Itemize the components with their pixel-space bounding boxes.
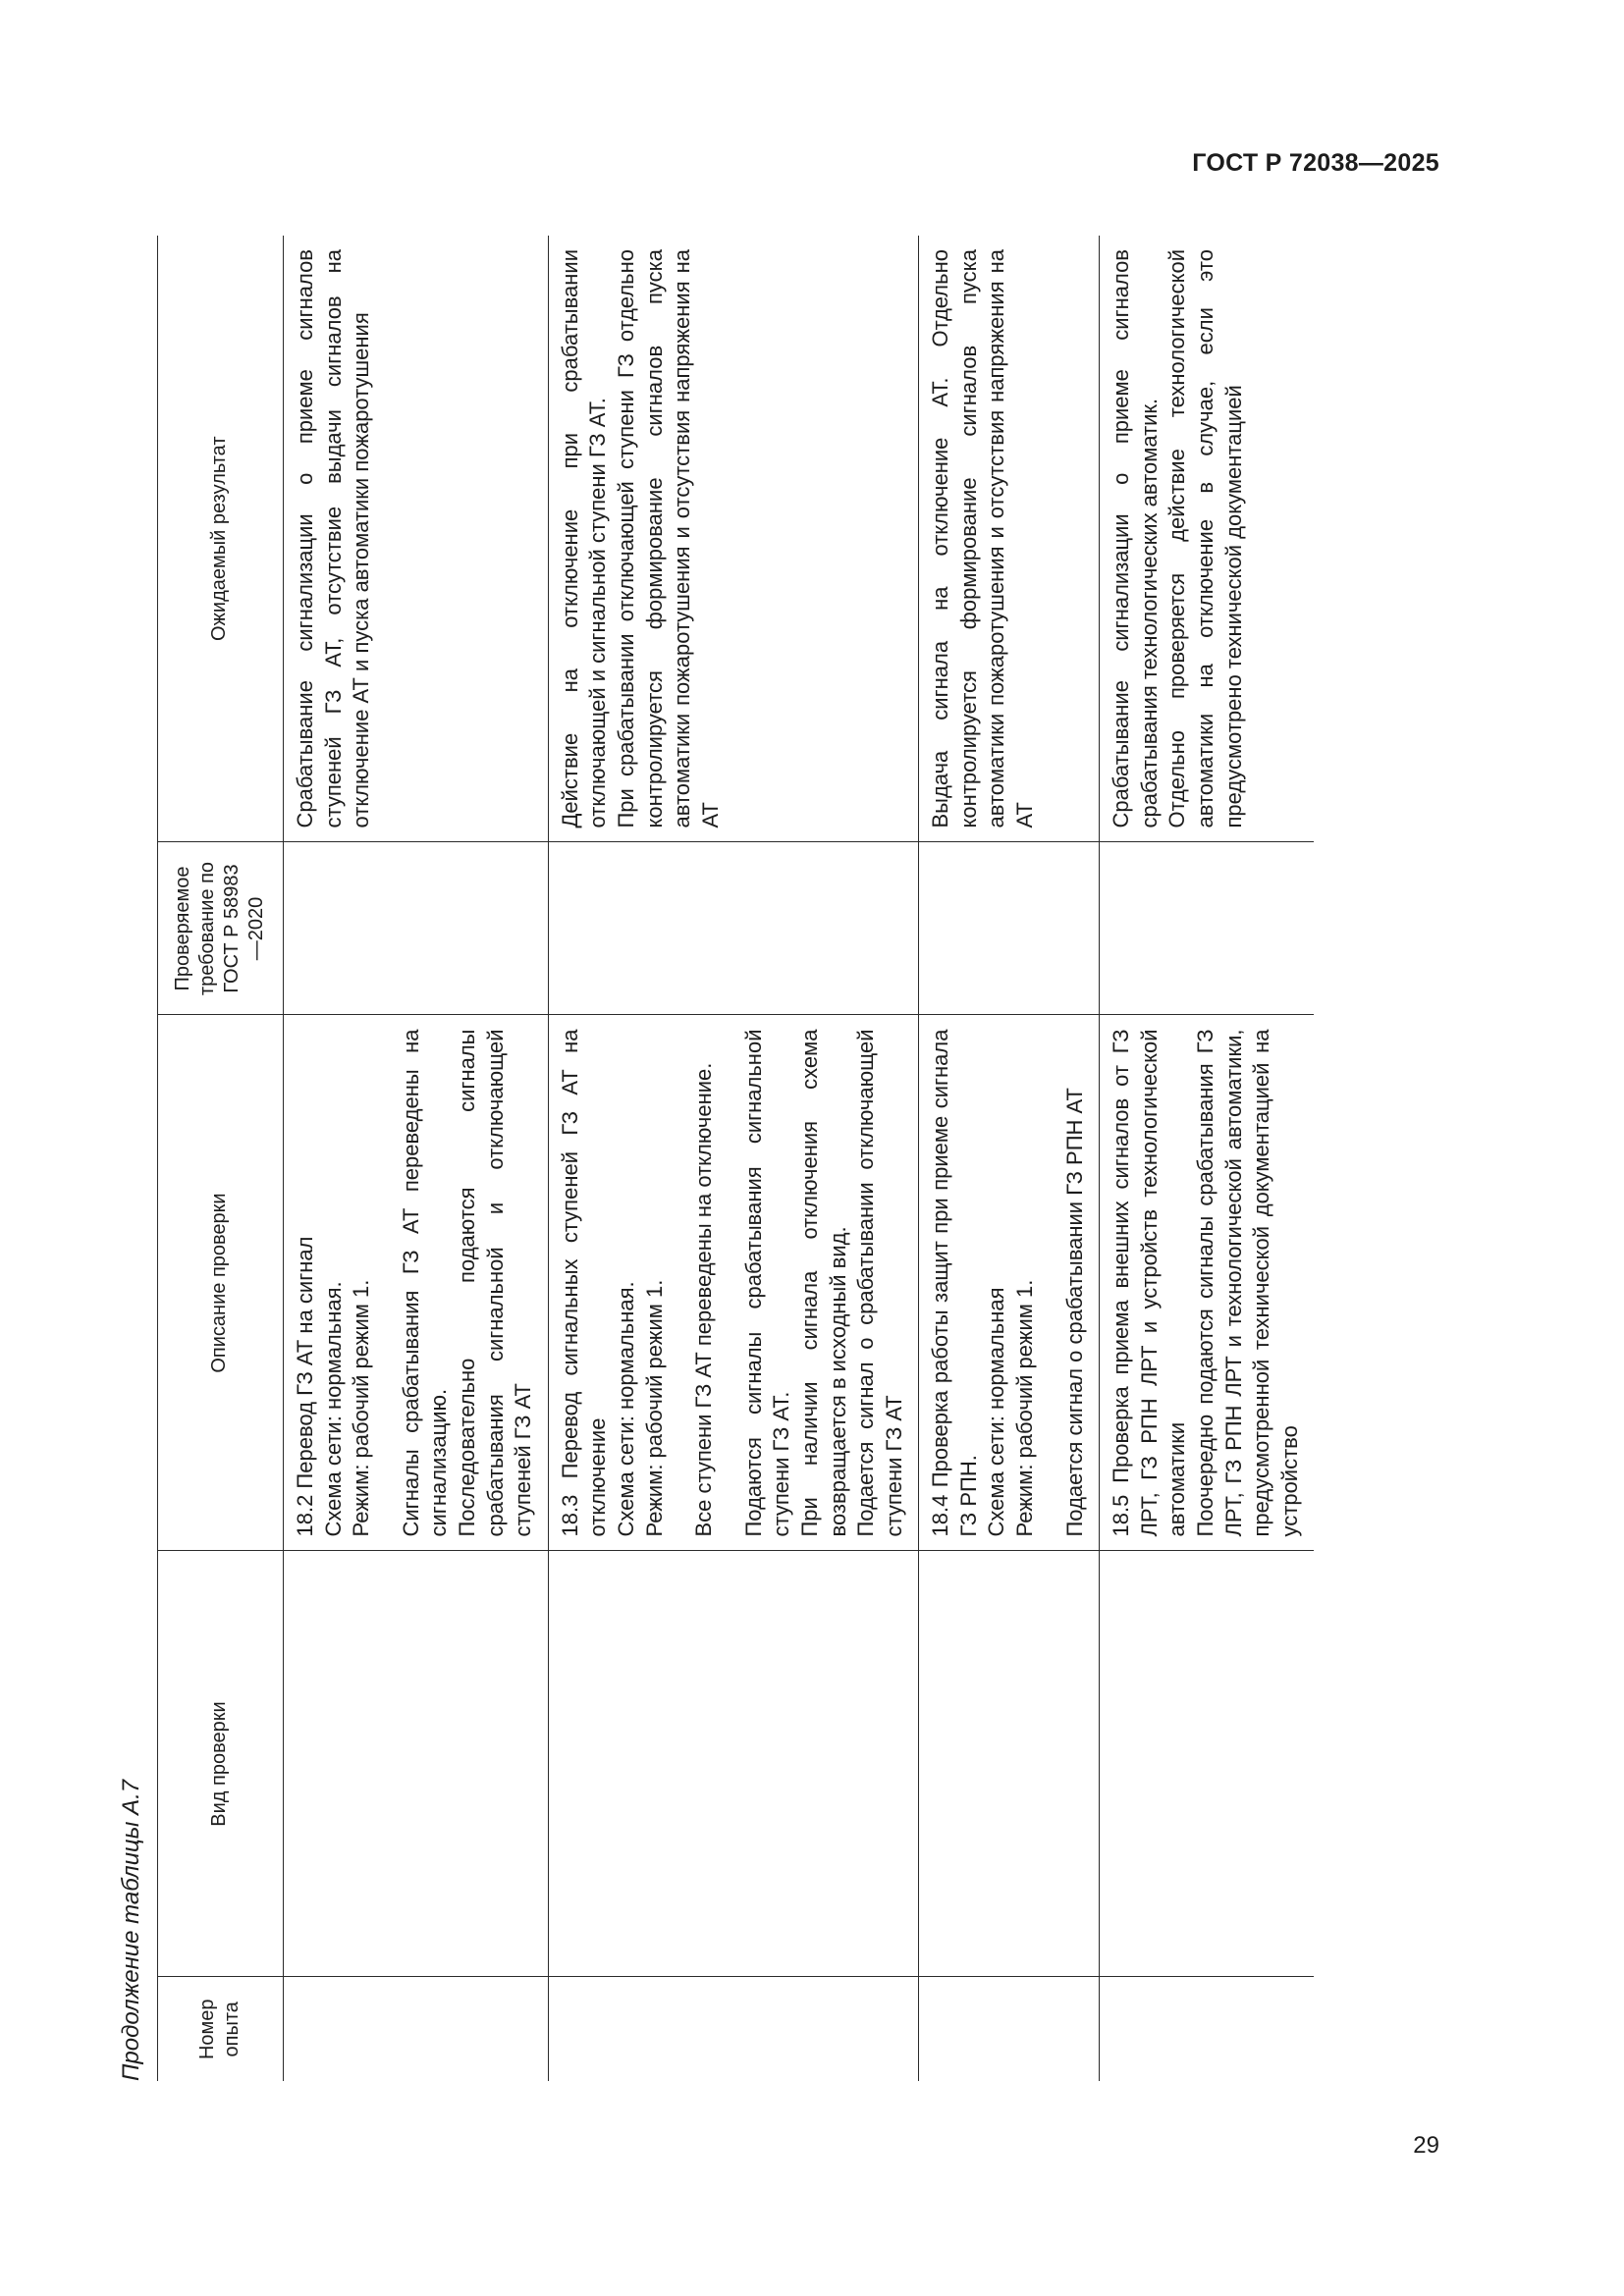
page-number: 29 [1413,2132,1439,2159]
table-caption: Продолжение таблицы А.7 [118,1779,144,2081]
cell-requirement [919,842,1100,1015]
description-text: Подается сигнал о срабатывании ГЗ РПН АТ [1061,1088,1087,1537]
cell-number [1100,1977,1315,2081]
result-text: Срабатывание сигнализации о приеме сигналов срабатывания технологических автоматик. [1109,249,1162,828]
col-header-result: Ожидаемый результат [158,236,284,842]
cell-description [284,1015,549,1551]
result-text: Действие на отключение при срабатывании отключающей и сигнальной ступени ГЗ АТ. [557,249,611,828]
description-text: Подаются сигналы срабатывания сигнальной ступени ГЗ АТ. [740,1029,794,1537]
table-row [919,236,1100,2081]
cell-result [284,236,549,842]
network-scheme: Схема сети: нормальная. [320,1281,346,1537]
cell-type [919,1551,1100,1977]
cell-number [284,1977,549,2081]
operating-mode: Режим: рабочий режим 1. [641,1279,667,1537]
cell-type [1100,1551,1315,1977]
description-text: При наличии сигнала отключения схема возвращается в исходный вид. [796,1029,850,1537]
col-header-type: Вид проверки [158,1551,284,1977]
result-text: Выдача сигнала на отключение АТ. Отдельно контролируется формирование сигналов пуска автоматики пожаротушения и отсутствия напряжения на АТ [928,249,1038,828]
cell-requirement [284,842,549,1015]
table-header-row [158,236,284,2081]
cell-requirement [548,842,919,1015]
table-row [548,236,919,2081]
description-text: Сигналы срабатывания ГЗ АТ переведены на сигнализацию. [398,1029,452,1537]
rotated-table-page [106,236,1314,2081]
cell-description [548,1015,919,1551]
cell-number [919,1977,1100,2081]
test-title: 18.4 Проверка работы защит при приеме сигнала ГЗ РПН. [928,1029,981,1537]
result-text: Срабатывание сигнализации о приеме сигналов ступеней ГЗ АТ, отсутствие выдачи сигналов на отключение АТ и пуска автоматики пожаротушения [293,249,374,828]
test-title: 18.2 Перевод ГЗ АТ на сигнал [293,1236,317,1537]
standard-header: ГОСТ Р 72038—2025 [1192,149,1439,177]
test-table [157,236,1314,2081]
network-scheme: Схема сети: нормальная [984,1287,1009,1537]
operating-mode: Режим: рабочий режим 1. [349,1279,374,1537]
description-text: Все ступени ГЗ АТ переведены на отключение. [691,1062,717,1537]
cell-result [919,236,1100,842]
table-row [1100,236,1315,2081]
col-header-description: Описание проверки [158,1015,284,1551]
description-text: Подается сигнал о срабатывании отключающей ступени ГЗ АТ [853,1029,906,1537]
cell-number [548,1977,919,2081]
cell-result [1100,236,1315,842]
col-header-requirement: Проверяемое требование по ГОСТ Р 58983—2020 [158,842,284,1015]
cell-requirement [1100,842,1315,1015]
table-row [284,236,549,2081]
result-text: При срабатывании отключающей ступени ГЗ отдельно контролируется формирование сигналов пуска автоматики пожаротушения и отсутствия напряжения на АТ [613,249,723,828]
network-scheme: Схема сети: нормальная. [613,1281,638,1537]
result-text: Отдельно проверяется действие технологической автоматики на отключение в случае, если это предусмотрено технической документацией [1164,249,1246,828]
col-header-number: Номер опыта [158,1977,284,2081]
cell-result [548,236,919,842]
cell-type [548,1551,919,1977]
description-text: Поочередно подаются сигналы срабатывания ГЗ ЛРТ, ГЗ РПН ЛРТ и технологической автоматики, предусмотренной технической документацией на устройство [1193,1029,1302,1537]
cell-description [1100,1015,1315,1551]
operating-mode: Режим: рабочий режим 1. [1012,1279,1038,1537]
test-title: 18.3 Перевод сигнальных ступеней ГЗ АТ на отключение [557,1029,611,1537]
test-title: 18.5 Проверка приема внешних сигналов от ГЗ ЛРТ, ГЗ РПН ЛРТ и устройств технологической автоматики [1109,1029,1190,1537]
description-text: Последовательно подаются сигналы срабатывания сигнальной и отключающей ступеней ГЗ АТ [454,1029,536,1537]
cell-description [919,1015,1100,1551]
cell-type [284,1551,549,1977]
